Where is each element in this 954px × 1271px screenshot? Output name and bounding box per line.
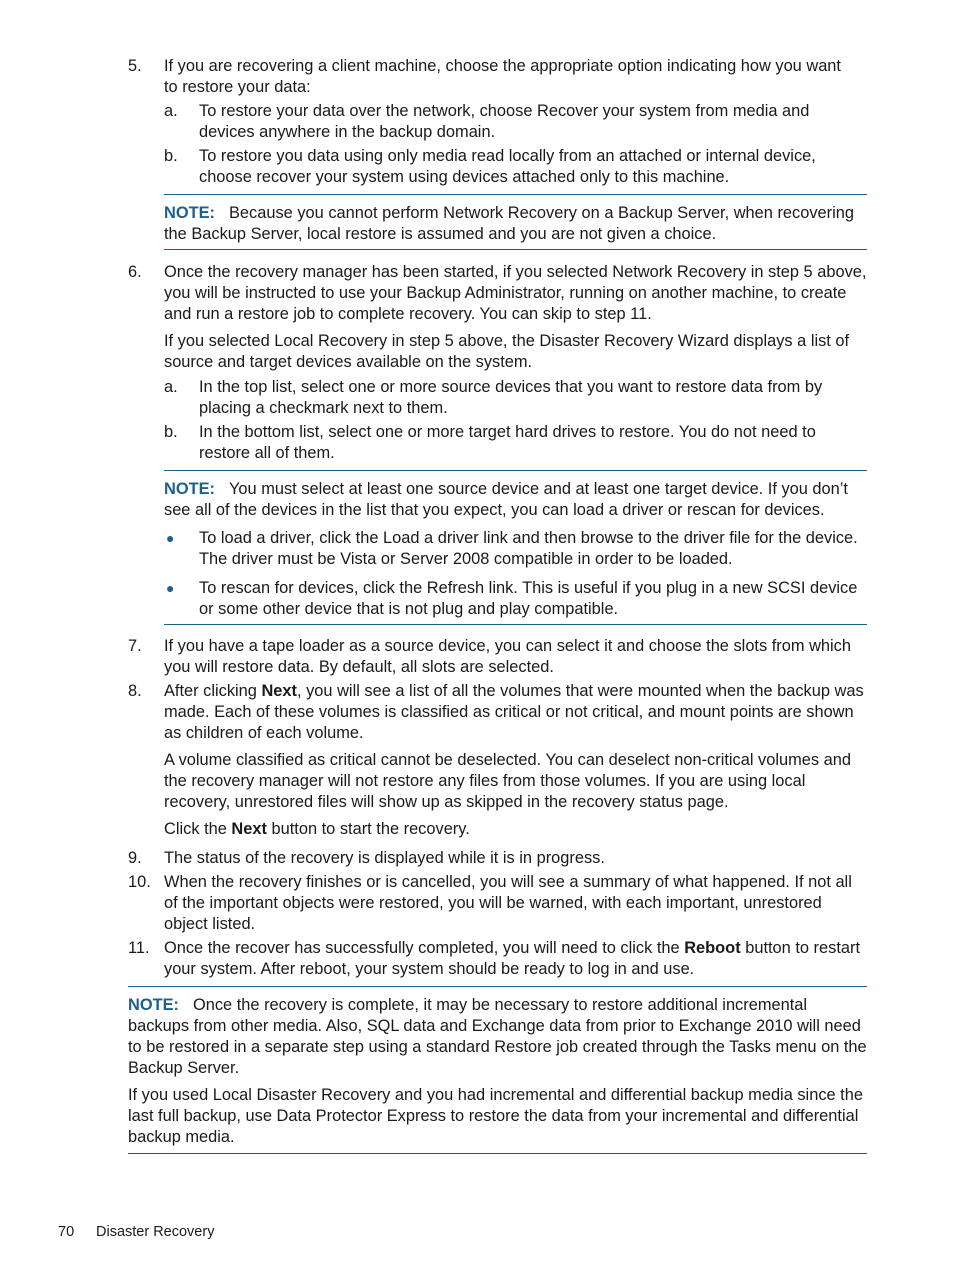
note-text: You must select at least one source device and at least one target device. If you don’t see all of the devices in the list that you expect, you can load a driver or rescan for devices. (164, 480, 848, 519)
note-bullet-2: To rescan for devices, click the Refresh link. This is useful if you plug in a new SCSI device or some other device that is not plug and play compatible. (199, 579, 858, 618)
note-top-rule (164, 470, 867, 471)
step-6b-text: In the bottom list, select one or more target hard drives to restore. You do not need to restore all of them. (199, 423, 816, 462)
note-step-6 (164, 479, 867, 521)
note-text: Once the recovery is complete, it may be necessary to restore additional incremental backups from other media. Also, SQL data and Exchange data from prior to Exchange 2010 will need to be restored in a separate step using a standard Restore job created through the Tasks menu on the Backup Server. (128, 996, 867, 1077)
footer-section-title: Disaster Recovery (96, 1224, 215, 1240)
note-bullet-1: To load a driver, click the Load a driver link and then browse to the driver file for the device. The driver must be Vista or Server 2008 compatible in order to be loaded. (199, 529, 858, 568)
note-label: NOTE: (164, 204, 215, 222)
step-6-para2: If you selected Local Recovery in step 5 above, the Disaster Recovery Wizard displays a list of source and target devices available on the system. (164, 332, 850, 371)
page-number: 70 (58, 1224, 75, 1240)
step-5a-letter: a. (164, 102, 178, 120)
note-bottom-rule (164, 249, 867, 250)
step-7-number: 7. (128, 637, 142, 655)
step-8-post: , you will see a list of all the volumes that were mounted when the backup was made. Each of these volumes is classified as critical or not critical, and mount points are shown as children of each volume. (164, 682, 864, 742)
step-6a-letter: a. (164, 378, 178, 396)
step-5a-text: To restore your data over the network, choose Recover your system from media and devices anywhere in the backup domain. (199, 102, 810, 141)
step-8-pre: After clicking (164, 682, 262, 700)
step-8-text (164, 681, 867, 744)
step-6a-text: In the top list, select one or more source devices that you want to restore data from by placing a checkmark next to them. (199, 378, 823, 417)
bullet-icon: ● (166, 530, 175, 546)
step-5-number: 5. (128, 57, 142, 75)
note-bottom-rule (164, 624, 867, 625)
step-5b-letter: b. (164, 147, 178, 165)
step-9-text: The status of the recovery is displayed while it is in progress. (164, 849, 605, 867)
note-bottom-rule (128, 1153, 867, 1154)
note-label: NOTE: (164, 480, 215, 498)
final-note-para2: If you used Local Disaster Recovery and you had incremental and differential backup media since the last full backup, use Data Protector Express to restore the data from your incremental and differential backup media. (128, 1086, 863, 1146)
step-11-pre: Once the recover has successfully completed, you will need to click the (164, 939, 685, 957)
step-5-text: If you are recovering a client machine, choose the appropriate option indicating how you want to restore your data: (164, 57, 841, 96)
step-5b-text: To restore you data using only media read locally from an attached or internal device, choose recover your system using devices attached only to this machine. (199, 147, 816, 186)
step-11-post: button to restart your system. After reboot, your system should be ready to log in and use. (164, 939, 861, 978)
step-6-number: 6. (128, 263, 142, 281)
bullet-icon: ● (166, 580, 175, 596)
note-top-rule (164, 194, 867, 195)
step-11-text (164, 938, 867, 980)
note-step-5 (164, 203, 867, 245)
step-9-number: 9. (128, 849, 142, 867)
step-8-para2: A volume classified as critical cannot be deselected. You can deselect non-critical volumes and the recovery manager will not restore any files from those volumes. If you are using local recovery, unrestored files will show up as skipped in the recovery status page. (164, 751, 851, 811)
step-10-text: When the recovery finishes or is cancelled, you will see a summary of what happened. If not all of the important objects were restored, you will be warned, with each important, unrestored object listed. (164, 873, 852, 933)
step-8-para3-pre: Click the (164, 820, 232, 838)
step-8-number: 8. (128, 682, 142, 700)
note-top-rule (128, 986, 867, 987)
step-11-reboot-bold: Reboot (684, 939, 741, 957)
step-8-para3-bold: Next (231, 820, 267, 838)
note-label: NOTE: (128, 996, 179, 1014)
step-8-para3 (164, 819, 867, 840)
step-7-text: If you have a tape loader as a source device, you can select it and choose the slots from which you will restore data. By default, all slots are selected. (164, 637, 851, 676)
step-6-text: Once the recovery manager has been started, if you selected Network Recovery in step 5 above, you will be instructed to use your Backup Administrator, running on another machine, to create and run a restore job to complete recovery. You can skip to step 11. (164, 263, 867, 323)
step-8-para3-post: button to start the recovery. (266, 820, 470, 838)
step-8-next-bold: Next (261, 682, 297, 700)
step-10-number: 10. (128, 873, 151, 891)
step-11-number: 11. (128, 939, 150, 957)
final-note (128, 995, 867, 1079)
note-text: Because you cannot perform Network Recovery on a Backup Server, when recovering the Backup Server, local restore is assumed and you are not given a choice. (164, 204, 854, 243)
step-6b-letter: b. (164, 423, 178, 441)
